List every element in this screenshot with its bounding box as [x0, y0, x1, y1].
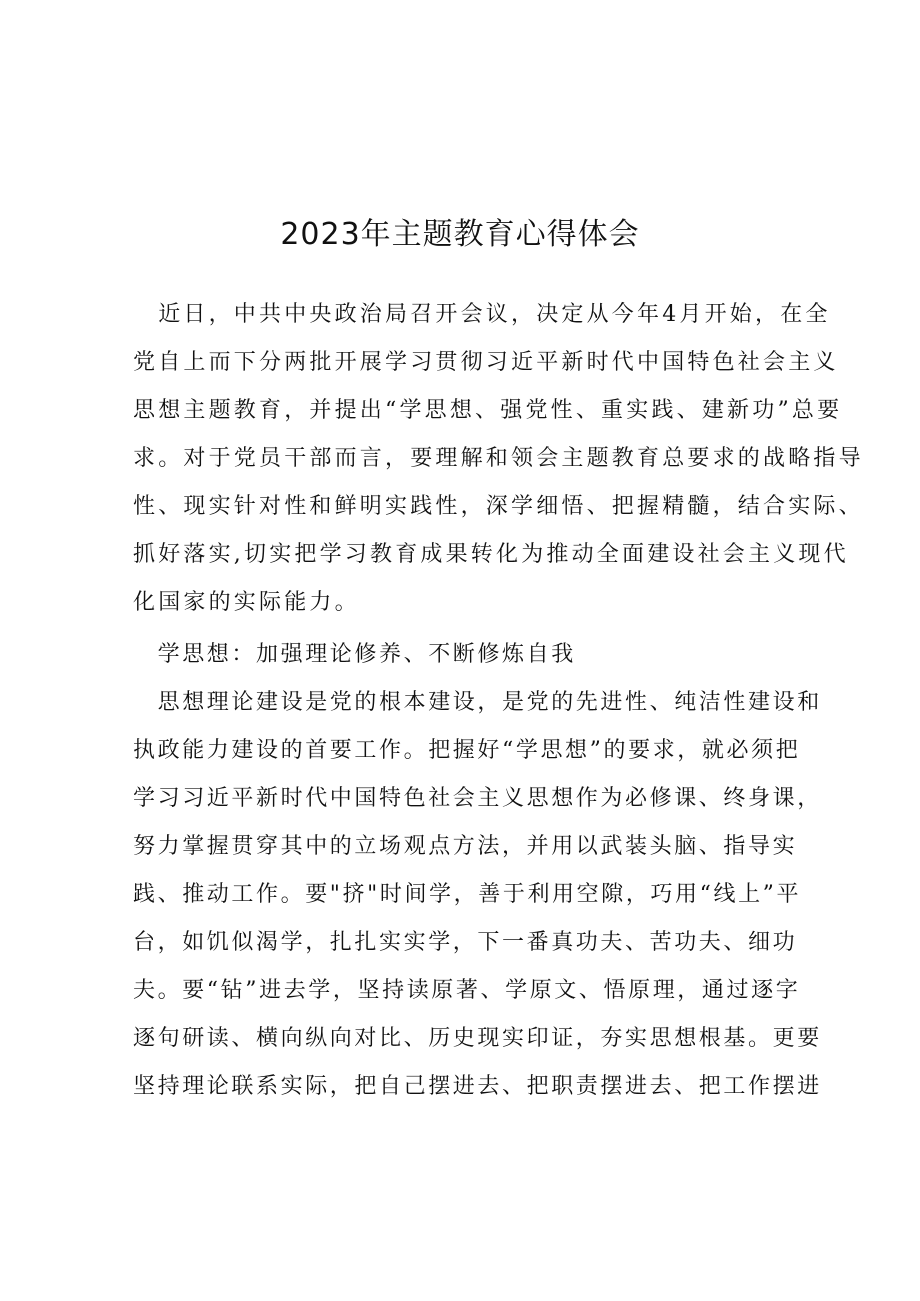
paragraph-2-line-6: 台，如饥似渴学，扎扎实实学，下一番真功夫、苦功夫、细功 [133, 930, 798, 955]
paragraph-1-line-5: 性、现实针对性和鲜明实践性，深学细悟、把握精髓，结合实际、 [133, 494, 864, 519]
paragraph-2-line-5: 践、推动工作。要"挤"时间学，善于利用空隙，巧用“线上”平 [133, 882, 802, 907]
paragraph-2-line-8: 逐句研读、横向纵向对比、历史现实印证，夯实思想根基。更要 [133, 1026, 822, 1051]
paragraph-1-line-3: 思想主题教育，并提出“学思想、强党性、重实践、建新功”总要 [133, 398, 843, 423]
paragraph-2-line-9: 坚持理论联系实际，把自己摆进去、把职责摆进去、把工作摆进 [133, 1074, 822, 1099]
paragraph-1-line-2: 党自上而下分两批开展学习贯彻习近平新时代中国特色社会主义 [133, 350, 839, 375]
paragraph-2-line-1: 思想理论建设是党的根本建设，是党的先进性、纯洁性建设和 [133, 690, 822, 715]
paragraph-2-line-4: 努力掌握贯穿其中的立场观点方法，并用以武装头脑、指导实 [133, 834, 798, 859]
paragraph-1-line-6: 抓好落实,切实把学习教育成果转化为推动全面建设社会主义现代 [133, 542, 849, 567]
paragraph-1-line-7: 化国家的实际能力。 [133, 590, 360, 615]
document-title: 2023年主题教育心得体会 [280, 217, 640, 252]
paragraph-2-line-2: 执政能力建设的首要工作。把握好“学思想”的要求，就必须把 [133, 738, 801, 763]
section-heading: 学思想：加强理论修养、不断修炼自我 [133, 642, 576, 667]
paragraph-1-line-4: 求。对于党员干部而言，要理解和领会主题教育总要求的战略指导 [133, 446, 864, 471]
paragraph-1-line-1: 近日，中共中央政治局召开会议，决定从今年4月开始，在全 [133, 302, 831, 327]
paragraph-2-line-3: 学习习近平新时代中国特色社会主义思想作为必修课、终身课， [133, 786, 822, 811]
paragraph-2-line-7: 夫。要“钻”进去学，坚持读原著、学原文、悟原理，通过逐字 [133, 978, 801, 1003]
